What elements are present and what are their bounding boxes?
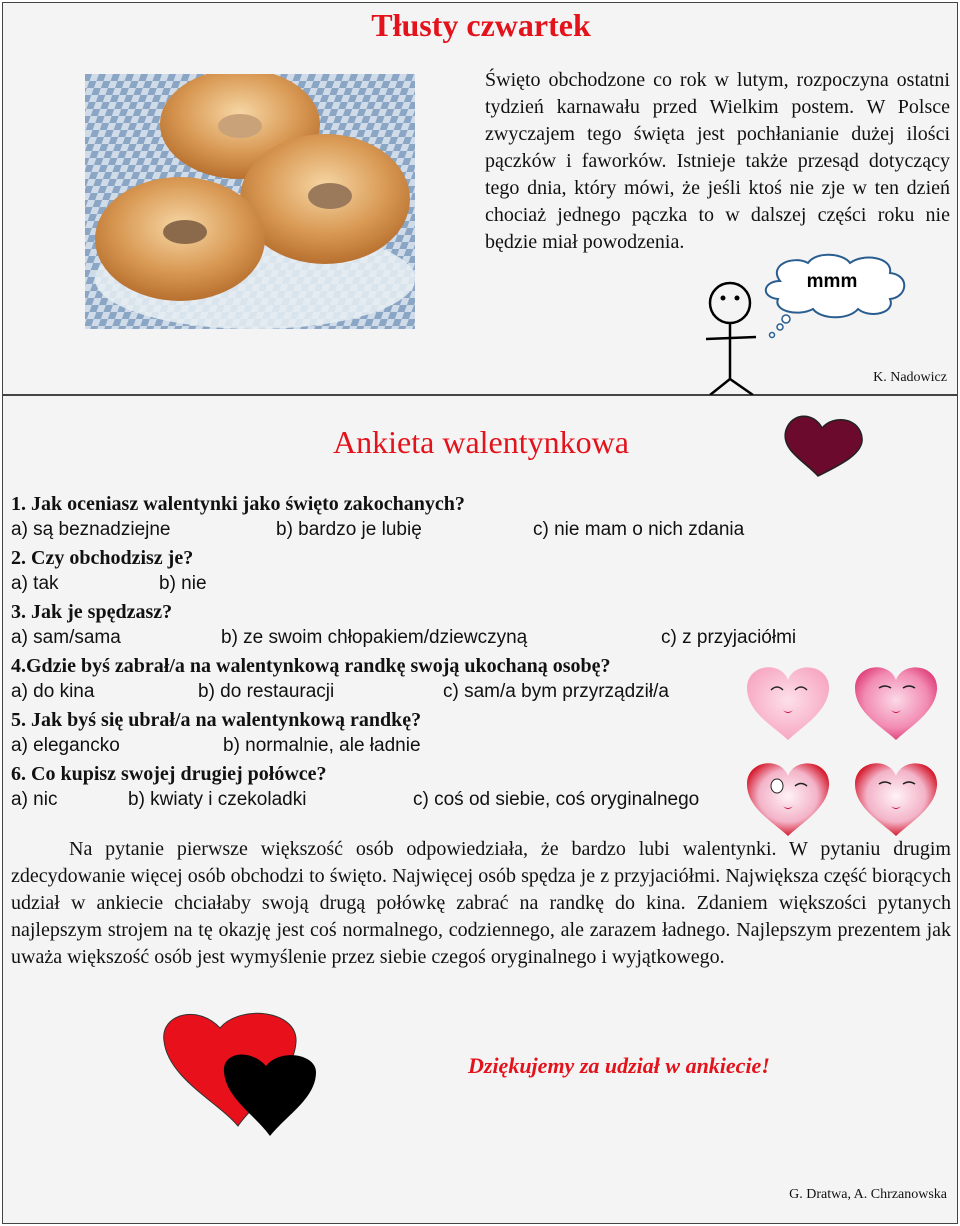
author-top: K. Nadowicz xyxy=(873,370,947,385)
answer-1c: c) nie mam o nich zdania xyxy=(533,519,745,540)
question-5: 5. Jak byś się ubrał/a na walentynkową randkę? xyxy=(11,709,422,731)
thought-bubble xyxy=(758,251,918,341)
answer-1b: b) bardzo je lubię xyxy=(276,519,422,540)
ankieta-section xyxy=(2,395,958,1224)
question-6: 6. Co kupisz swojej drugiej połówce? xyxy=(11,763,327,785)
answer-3c: c) z przyjaciółmi xyxy=(661,627,797,648)
tlusty-czwartek-section xyxy=(2,2,958,395)
face-heart-1 xyxy=(747,667,829,740)
face-heart-4 xyxy=(855,763,937,836)
question-4: 4.Gdzie byś zabrał/a na walentynkową randkę swoją ukochaną osobę? xyxy=(11,655,611,677)
section-title-tlusty-czwartek: Tłusty czwartek xyxy=(371,7,591,43)
answer-6b: b) kwiaty i czekoladki xyxy=(128,789,307,810)
thought-text: mmm xyxy=(806,271,858,292)
answer-4a: a) do kina xyxy=(11,681,95,702)
survey-summary-text: Na pytanie pierwsze większość osób odpowiedziała, że bardzo lubi walentynki. W pytaniu drugim zdecydowanie więcej osób obchodzi to święto. Najwięcej osób spędza je z przyjaciółmi. Największa część biorących udział w ankiecie chciałaby swoją drugą połówkę zabrać na randkę do kina. Zdaniem większości pytanych najlepszym strojem na tę okazję jest coś normalnego, codziennego, ale zarazem ładnego. Najlepszym prezentem jak uważa większość osób jest wymyślenie przez siebie czegoś oryginalnego i wyjątkowego. xyxy=(11,838,951,968)
face-hearts-illustration xyxy=(741,658,951,843)
face-heart-2 xyxy=(855,667,937,740)
question-2: 2. Czy obchodzisz je? xyxy=(11,547,194,569)
answer-6a: a) nic xyxy=(11,789,58,810)
thanks-message: Dziękujemy za udział w ankiecie! xyxy=(468,1053,770,1078)
section-title-ankieta: Ankieta walentynkowa xyxy=(333,424,629,460)
face-heart-3 xyxy=(747,763,829,836)
dark-heart-icon xyxy=(778,410,870,480)
answer-4b: b) do restauracji xyxy=(198,681,335,702)
stick-figure xyxy=(698,281,768,396)
donuts-photo xyxy=(85,74,415,329)
question-3: 3. Jak je spędzasz? xyxy=(11,601,173,623)
answer-2b: b) nie xyxy=(159,573,207,594)
author-bottom: G. Dratwa, A. Chrzanowska xyxy=(789,1187,947,1202)
answer-5b: b) normalnie, ale ładnie xyxy=(223,735,421,756)
answer-5a: a) elegancko xyxy=(11,735,120,756)
answer-1a: a) są beznadziejne xyxy=(11,519,171,540)
answer-4c: c) sam/a bym przyrządził/a xyxy=(443,681,669,702)
intro-paragraph: Święto obchodzone co rok w lutym, rozpoczyna ostatni tydzień karnawału przed Wielkim postem. W Polsce zwyczajem tego święta jest pochłanianie dużej ilości pączków i faworków. Istnieje także przesąd dotyczący tego dnia, który mówi, że jeśli ktoś nie zje w ten dzień chociaż jednego pączka to w dalszej części roku nie będzie miał powodzenia. xyxy=(485,69,950,253)
answer-2a: a) tak xyxy=(11,573,59,594)
answer-3a: a) sam/sama xyxy=(11,627,121,648)
answer-3b: b) ze swoim chłopakiem/dziewczyną xyxy=(221,627,528,648)
red-black-hearts xyxy=(158,1006,328,1141)
question-1: 1. Jak oceniasz walentynki jako święto zakochanych? xyxy=(11,493,465,515)
survey-summary xyxy=(11,836,951,971)
answer-6c: c) coś od siebie, coś oryginalnego xyxy=(413,789,700,810)
